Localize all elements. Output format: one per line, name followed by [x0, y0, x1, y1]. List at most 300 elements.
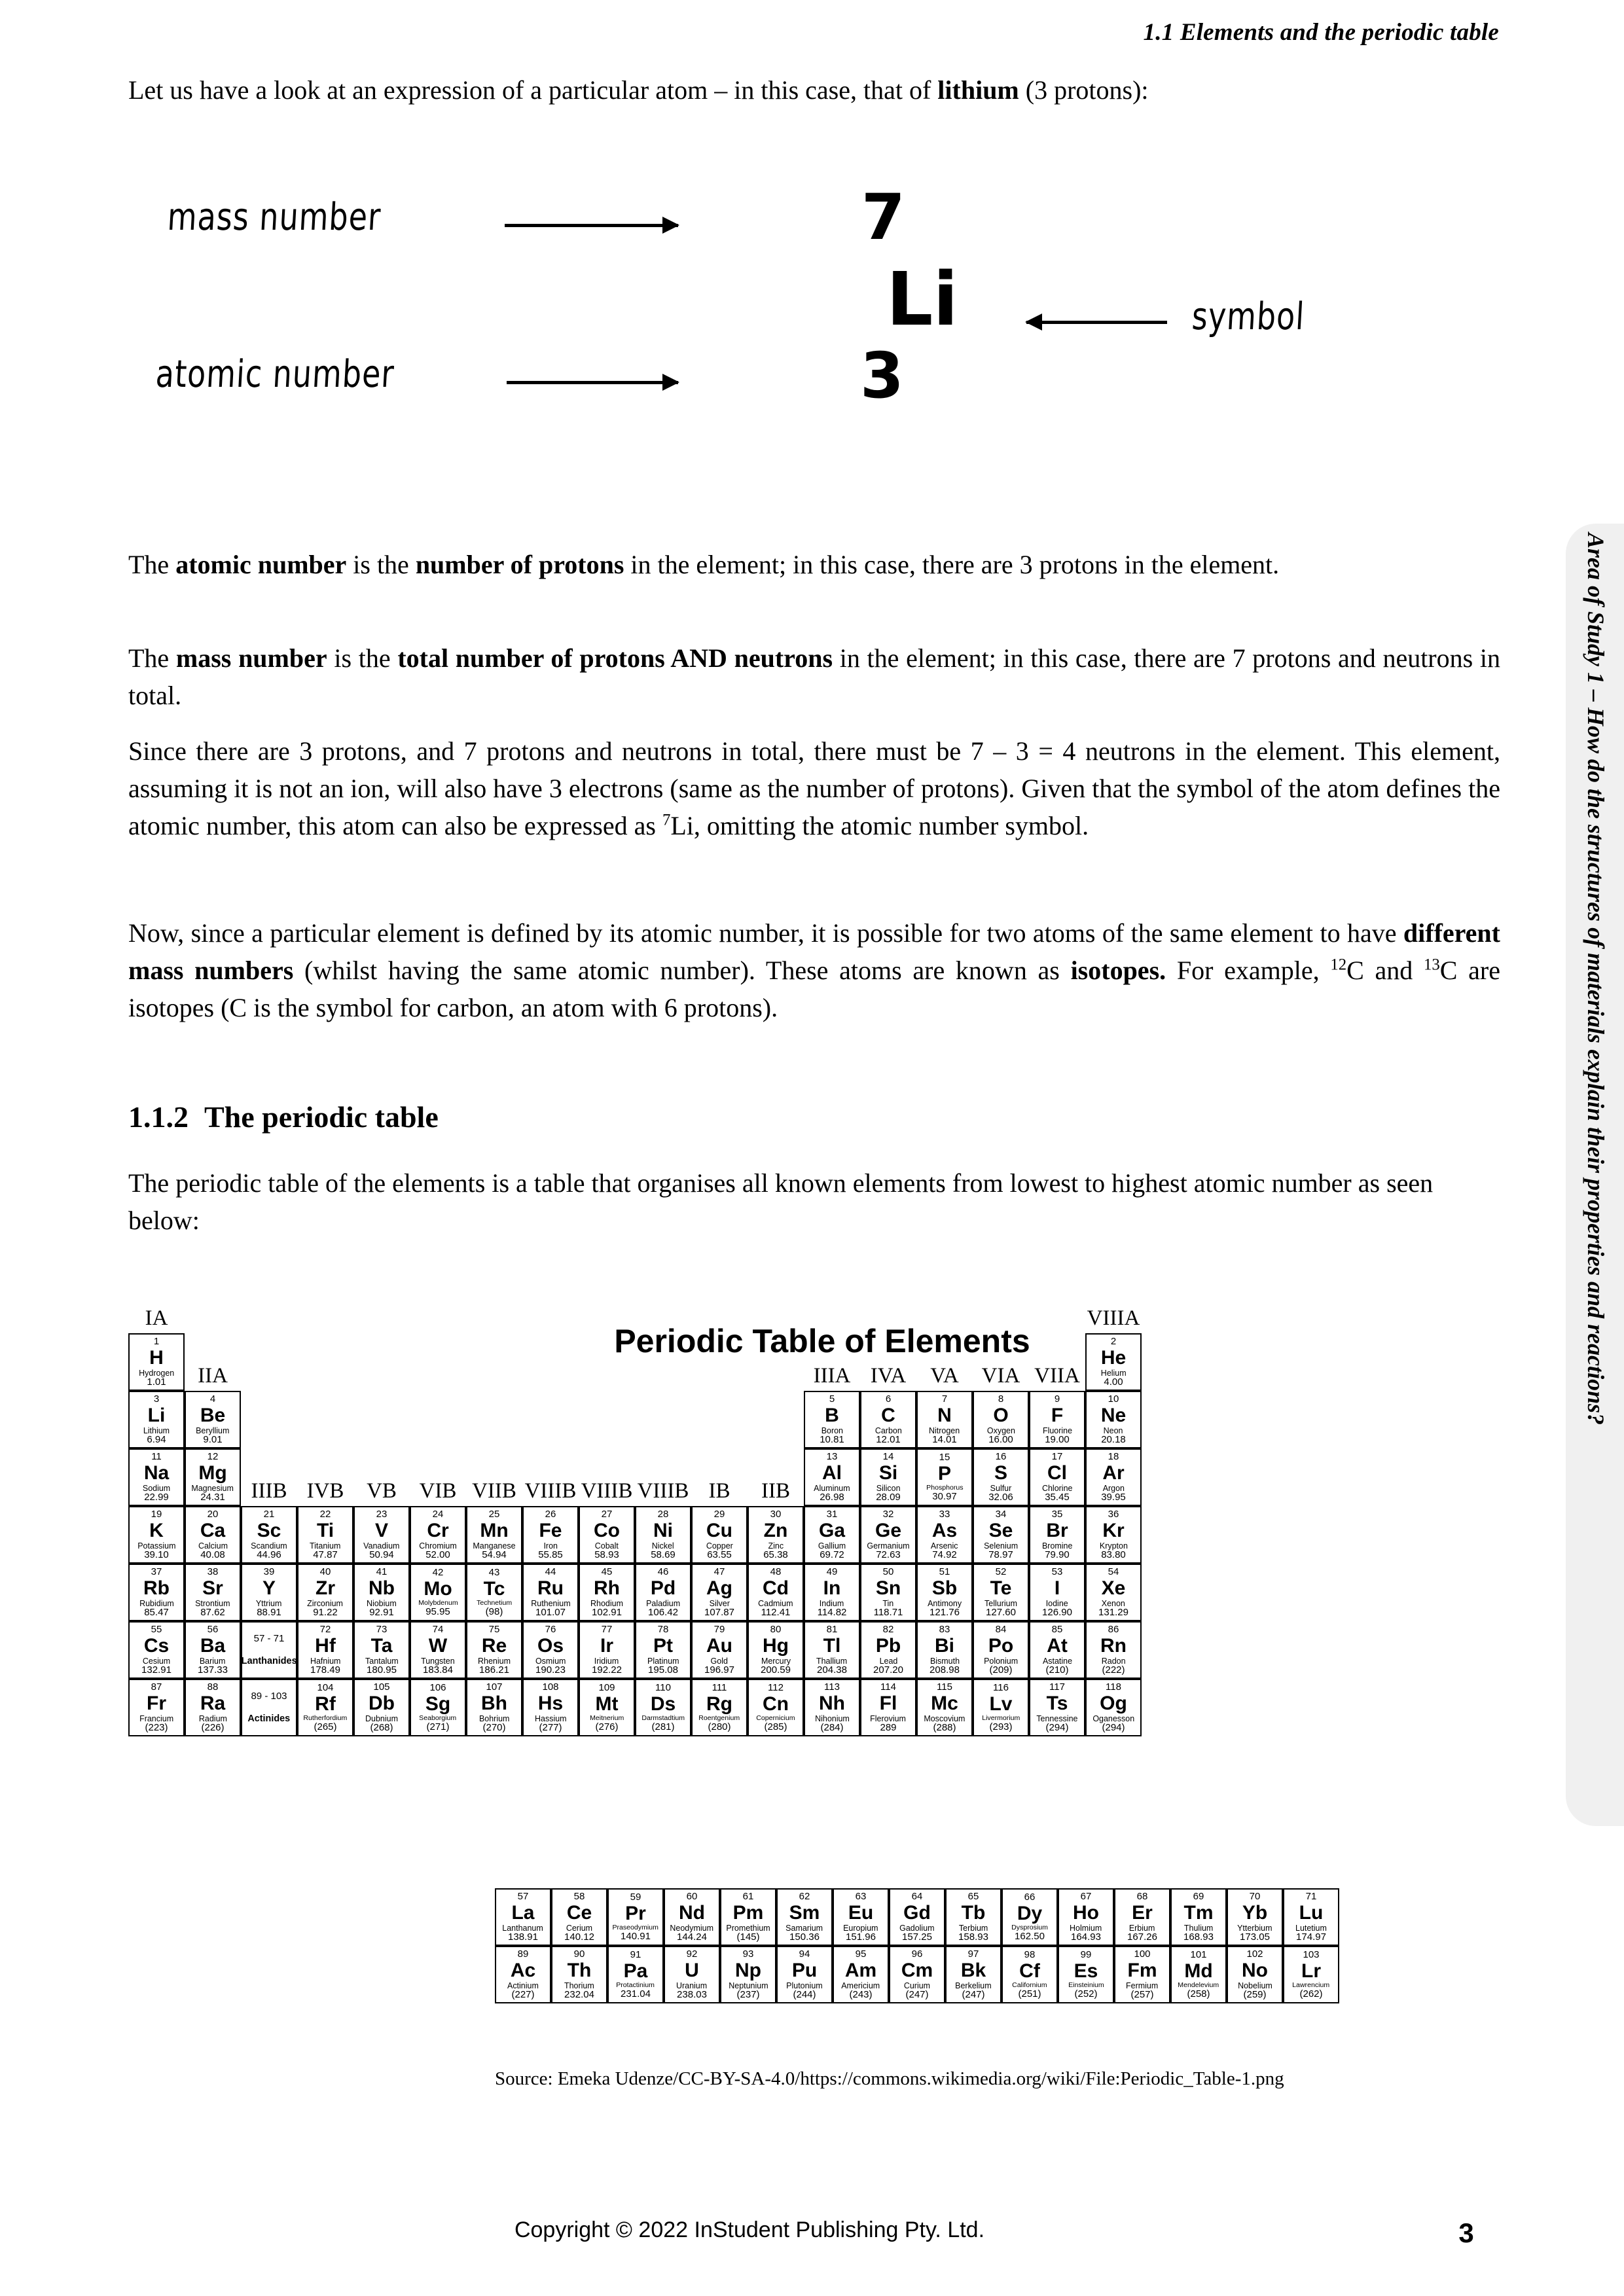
element-cell-Ce[interactable] [551, 1888, 607, 1946]
element-cell-V[interactable] [353, 1506, 410, 1564]
element-symbol: Bk [960, 1959, 986, 1981]
element-cell-Pm[interactable] [720, 1888, 776, 1946]
element-symbol: Ca [200, 1519, 226, 1541]
atomic-number: 66 [1024, 1892, 1036, 1903]
atomic-number: 74 [432, 1624, 444, 1636]
element-symbol: Ba [200, 1634, 226, 1657]
element-name: Astatine [1042, 1656, 1072, 1666]
element-cell-Sc[interactable] [241, 1506, 297, 1564]
lead-bold: lithium [937, 75, 1019, 105]
element-symbol: Pu [791, 1959, 818, 1981]
element-cell-Ar[interactable] [1085, 1448, 1142, 1506]
element-cell-Kr[interactable] [1085, 1506, 1142, 1564]
element-cell-Rb[interactable] [128, 1564, 185, 1621]
element-symbol: Zn [763, 1519, 788, 1541]
element-name: Radium [198, 1713, 227, 1723]
element-name: Boron [821, 1426, 843, 1435]
element-cell-Pt[interactable] [635, 1621, 691, 1679]
element-name: Germanium [867, 1541, 910, 1551]
p2-bold-2: total number of protons AND neutrons [397, 643, 833, 673]
element-cell-As[interactable] [916, 1506, 973, 1564]
element-cell-Ni[interactable] [635, 1506, 691, 1564]
element-cell-Bh[interactable] [466, 1679, 522, 1736]
atomic-mass: (276) [595, 1721, 619, 1733]
atomic-number: 19 [151, 1509, 162, 1520]
atomic-number: 50 [882, 1566, 894, 1578]
atomic-number: 39 [263, 1566, 275, 1578]
element-symbol: Bi [935, 1634, 954, 1657]
atomic-number: 96 [911, 1948, 923, 1960]
element-name: Paladium [645, 1598, 681, 1608]
element-cell-Rf[interactable] [297, 1679, 353, 1736]
atomic-number: 110 [655, 1682, 671, 1694]
element-cell-Th[interactable] [551, 1946, 607, 2003]
element-cell-Au[interactable] [691, 1621, 748, 1679]
atomic-number-value: 3 [860, 339, 904, 412]
atomic-number: 43 [488, 1567, 500, 1579]
element-cell-Ta[interactable] [353, 1621, 410, 1679]
element-name: Silicon [876, 1483, 901, 1493]
atomic-mass: (277) [539, 1722, 562, 1734]
atomic-mass: (262) [1299, 1988, 1323, 2000]
element-cell-Rg[interactable] [691, 1679, 748, 1736]
atomic-mass: 196.97 [704, 1664, 734, 1676]
atomic-number: 73 [376, 1624, 388, 1636]
atomic-mass: 140.12 [564, 1931, 594, 1943]
atomic-number: 72 [319, 1624, 331, 1636]
atomic-mass: (223) [145, 1722, 168, 1734]
atomic-mass: 74.92 [932, 1549, 957, 1561]
element-cell-Ru[interactable] [522, 1564, 579, 1621]
atomic-number: 56 [207, 1624, 219, 1636]
p1-bold-2: number of protons [415, 550, 624, 579]
element-symbol: Nh [819, 1692, 845, 1714]
atomic-mass: 19.00 [1045, 1434, 1070, 1446]
element-name: Krypton [1099, 1541, 1128, 1551]
element-cell-Y[interactable] [241, 1564, 297, 1621]
atomic-mass: (271) [426, 1721, 450, 1733]
element-cell-Fm[interactable] [1114, 1946, 1170, 2003]
element-cell-Rh[interactable] [579, 1564, 635, 1621]
element-name: Uranium [676, 1981, 708, 1990]
element-name: Lutetium [1295, 1923, 1327, 1933]
element-cell-Tb[interactable] [945, 1888, 1001, 1946]
element-cell-P[interactable] [916, 1448, 973, 1506]
element-symbol: Os [537, 1634, 564, 1657]
element-cell-At[interactable] [1029, 1621, 1085, 1679]
element-cell-Ir[interactable] [579, 1621, 635, 1679]
element-name: Copper [706, 1541, 733, 1551]
element-cell-Fl[interactable] [860, 1679, 916, 1736]
element-cell-Ds[interactable] [635, 1679, 691, 1736]
element-cell-Ac[interactable] [495, 1946, 551, 2003]
atomic-number: 112 [768, 1682, 784, 1694]
atomic-number: 101 [1190, 1949, 1207, 1961]
atomic-number: 114 [880, 1681, 896, 1693]
actinide-range: 89 - 103 [251, 1691, 287, 1702]
element-cell-Es[interactable] [1058, 1946, 1114, 2003]
atomic-mass: 114.82 [817, 1607, 847, 1619]
element-name: Actinium [507, 1981, 539, 1990]
atomic-number: 18 [1108, 1451, 1119, 1463]
element-name: Fermium [1126, 1981, 1159, 1990]
element-cell-Fe[interactable] [522, 1506, 579, 1564]
element-cell-Sg[interactable] [410, 1679, 466, 1736]
element-symbol: Mc [931, 1692, 958, 1714]
element-cell-H[interactable] [128, 1333, 185, 1391]
atomic-mass: 151.96 [846, 1931, 876, 1943]
element-cell-N[interactable] [916, 1391, 973, 1448]
element-symbol: Cf [1019, 1960, 1040, 1982]
element-name: Terbium [958, 1923, 988, 1933]
element-cell-Am[interactable] [833, 1946, 889, 2003]
lead-paragraph-block [128, 72, 1500, 109]
element-cell-W[interactable] [410, 1621, 466, 1679]
element-cell-Po[interactable] [973, 1621, 1029, 1679]
element-name: Vanadium [363, 1541, 400, 1551]
element-symbol: Cl [1047, 1462, 1067, 1484]
atomic-mass: 88.91 [257, 1607, 281, 1619]
element-name: Iodine [1045, 1598, 1068, 1608]
element-cell-Bi[interactable] [916, 1621, 973, 1679]
element-cell-Cf[interactable] [1001, 1946, 1058, 2003]
lanthanide-series-cell[interactable] [241, 1621, 297, 1679]
element-name: Calcium [198, 1541, 228, 1551]
element-cell-K[interactable] [128, 1506, 185, 1564]
element-cell-Ca[interactable] [185, 1506, 241, 1564]
element-symbol: Na [143, 1462, 170, 1484]
element-cell-C[interactable] [860, 1391, 916, 1448]
atomic-number: 103 [1303, 1949, 1320, 1961]
atomic-mass: (270) [482, 1722, 506, 1734]
atomic-number: 20 [207, 1509, 219, 1520]
element-cell-Dy[interactable] [1001, 1888, 1058, 1946]
element-symbol: Es [1074, 1960, 1098, 1982]
element-cell-U[interactable] [664, 1946, 720, 2003]
atomic-mass: (98) [485, 1606, 503, 1618]
element-cell-Fr[interactable] [128, 1679, 185, 1736]
element-cell-He[interactable] [1085, 1333, 1142, 1391]
mass-number-arrow-icon [505, 224, 678, 227]
element-name: Oxygen [986, 1426, 1015, 1435]
element-symbol: Y [262, 1577, 276, 1599]
element-cell-Ga[interactable] [804, 1506, 860, 1564]
element-cell-No[interactable] [1227, 1946, 1283, 2003]
atomic-mass: 137.33 [198, 1664, 228, 1676]
atomic-number: 12 [207, 1451, 219, 1463]
element-cell-Er[interactable] [1114, 1888, 1170, 1946]
atomic-mass: 180.95 [367, 1664, 397, 1676]
element-cell-Ba[interactable] [185, 1621, 241, 1679]
element-name: Promethium [726, 1923, 770, 1933]
element-cell-Mt[interactable] [579, 1679, 635, 1736]
atomic-number: 36 [1108, 1509, 1119, 1520]
element-cell-Pa[interactable] [607, 1946, 664, 2003]
element-cell-Zn[interactable] [748, 1506, 804, 1564]
atomic-number: 9 [1054, 1393, 1060, 1405]
element-cell-Nd[interactable] [664, 1888, 720, 1946]
atomic-number: 21 [263, 1509, 275, 1520]
element-cell-Bk[interactable] [945, 1946, 1001, 2003]
element-cell-In[interactable] [804, 1564, 860, 1621]
element-cell-Tm[interactable] [1170, 1888, 1227, 1946]
element-cell-Ti[interactable] [297, 1506, 353, 1564]
element-symbol: Ti [316, 1519, 334, 1541]
element-cell-Ag[interactable] [691, 1564, 748, 1621]
element-cell-Hg[interactable] [748, 1621, 804, 1679]
page-number: 3 [1458, 2217, 1474, 2248]
element-cell-Sn[interactable] [860, 1564, 916, 1621]
atomic-mass: (247) [962, 1989, 985, 2001]
element-name: Hydrogen [138, 1368, 175, 1378]
element-cell-Zr[interactable] [297, 1564, 353, 1621]
atomic-number: 79 [713, 1624, 725, 1636]
element-name: Nickel [652, 1541, 674, 1551]
atomic-number: 80 [770, 1624, 782, 1636]
atomic-mass: 101.07 [535, 1607, 566, 1619]
element-cell-Cu[interactable] [691, 1506, 748, 1564]
element-name: Radon [1101, 1656, 1126, 1666]
atomic-mass: 167.26 [1127, 1931, 1157, 1943]
atomic-number: 90 [573, 1948, 585, 1960]
element-cell-Gd[interactable] [889, 1888, 945, 1946]
element-name: Beryllium [196, 1426, 230, 1435]
element-cell-Md[interactable] [1170, 1946, 1227, 2003]
element-cell-Cn[interactable] [748, 1679, 804, 1736]
element-cell-Be[interactable] [185, 1391, 241, 1448]
p1-text-b: is the [346, 550, 416, 579]
element-cell-La[interactable] [495, 1888, 551, 1946]
p4-bold-1: different mass numbers [128, 918, 1500, 985]
element-name: Chlorine [1041, 1483, 1073, 1493]
element-cell-Se[interactable] [973, 1506, 1029, 1564]
atomic-mass: 39.95 [1101, 1492, 1126, 1503]
element-cell-Ho[interactable] [1058, 1888, 1114, 1946]
element-cell-Db[interactable] [353, 1679, 410, 1736]
atomic-number: 26 [545, 1509, 556, 1520]
element-cell-Pr[interactable] [607, 1888, 664, 1946]
element-cell-Ge[interactable] [860, 1506, 916, 1564]
element-symbol: Md [1184, 1960, 1213, 1982]
element-symbol: N [937, 1404, 952, 1426]
atomic-number: 2 [1110, 1336, 1117, 1348]
atomic-mass: (227) [511, 1989, 535, 2001]
element-name: Argon [1102, 1483, 1125, 1493]
atomic-number: 67 [1080, 1891, 1092, 1903]
element-symbol: Ho [1073, 1901, 1099, 1924]
element-cell-Hs[interactable] [522, 1679, 579, 1736]
element-cell-Os[interactable] [522, 1621, 579, 1679]
element-cell-Pb[interactable] [860, 1621, 916, 1679]
element-cell-O[interactable] [973, 1391, 1029, 1448]
symbol-arrow-icon [1026, 321, 1167, 324]
element-cell-Hf[interactable] [297, 1621, 353, 1679]
atomic-mass: 112.41 [761, 1607, 791, 1619]
atomic-number: 7 [941, 1393, 948, 1405]
element-cell-Eu[interactable] [833, 1888, 889, 1946]
periodic-table-source-caption: Source: Emeka Udenze/CC-BY-SA-4.0/https://commons.wikimedia.org/wiki/File:Periodic_Table-1.png [495, 2068, 1284, 2089]
element-cell-Te[interactable] [973, 1564, 1029, 1621]
atomic-mass: 85.47 [144, 1607, 169, 1619]
element-cell-Cl[interactable] [1029, 1448, 1085, 1506]
element-cell-Mn[interactable] [466, 1506, 522, 1564]
element-cell-Mg[interactable] [185, 1448, 241, 1506]
p4-text-e: C are isotopes (C is the symbol for carbon, an atom with 6 protons). [128, 955, 1500, 1022]
element-name: Lithium [143, 1426, 170, 1435]
element-cell-Np[interactable] [720, 1946, 776, 2003]
element-name: Iron [543, 1541, 558, 1551]
atomic-mass: 118.71 [873, 1607, 903, 1619]
element-cell-Sb[interactable] [916, 1564, 973, 1621]
element-name: Aluminum [814, 1483, 850, 1493]
group-label-IVA: IVA [870, 1364, 907, 1388]
element-name: Tantalum [365, 1656, 399, 1666]
atomic-number: 6 [885, 1393, 892, 1405]
element-symbol: Rn [1100, 1634, 1127, 1657]
element-symbol: Zr [316, 1577, 335, 1599]
element-cell-Pu[interactable] [776, 1946, 833, 2003]
atomic-mass: 44.96 [257, 1549, 281, 1561]
group-label-IVB: IVB [306, 1479, 344, 1503]
p4-text-b: (whilst having the same atomic number). These atoms are known as [293, 955, 1071, 985]
element-symbol: Th [567, 1959, 592, 1981]
element-cell-Mc[interactable] [916, 1679, 973, 1736]
element-name: Holmium [1070, 1923, 1102, 1933]
element-cell-Na[interactable] [128, 1448, 185, 1506]
element-name: Gallium [818, 1541, 846, 1551]
element-name: Moscovium [924, 1713, 965, 1723]
atomic-number: 102 [1246, 1948, 1263, 1960]
element-cell-Cr[interactable] [410, 1506, 466, 1564]
element-cell-Tc[interactable] [466, 1564, 522, 1621]
atomic-mass: (288) [933, 1722, 956, 1734]
atomic-mass: 200.59 [761, 1664, 791, 1676]
atomic-mass: 22.99 [144, 1492, 169, 1503]
atomic-mass: 232.04 [564, 1989, 594, 2001]
element-name: Tennessine [1036, 1713, 1078, 1723]
element-name: Cesium [142, 1656, 171, 1666]
element-name: Technetium [476, 1599, 512, 1607]
element-symbol: Er [1132, 1901, 1153, 1924]
element-cell-Lr[interactable] [1283, 1946, 1339, 2003]
element-cell-Nb[interactable] [353, 1564, 410, 1621]
atomic-number: 62 [799, 1891, 810, 1903]
atomic-number: 14 [882, 1451, 894, 1463]
element-cell-Re[interactable] [466, 1621, 522, 1679]
element-symbol: Pd [650, 1577, 676, 1599]
element-cell-Og[interactable] [1085, 1679, 1142, 1736]
element-name: Bismuth [929, 1656, 960, 1666]
element-cell-Co[interactable] [579, 1506, 635, 1564]
element-symbol: Dy [1017, 1902, 1043, 1924]
element-symbol: Sn [875, 1577, 901, 1599]
table-row-period-4 [128, 1506, 1142, 1564]
element-name: Nobelium [1237, 1981, 1272, 1990]
atomic-mass: 183.84 [423, 1664, 453, 1676]
atomic-number: 60 [686, 1891, 698, 1903]
element-name: Neodymium [670, 1923, 714, 1933]
atomic-number: 85 [1051, 1624, 1063, 1636]
section-body: The periodic table of the elements is a table that organises all known elements from lowest to highest atomic number as seen below: [128, 1168, 1434, 1235]
table-row-period-6 [128, 1621, 1142, 1679]
element-symbol: Rb [143, 1577, 170, 1599]
element-cell-Al[interactable] [804, 1448, 860, 1506]
element-name: Francium [139, 1713, 174, 1723]
paragraph-2 [128, 640, 1500, 715]
element-cell-Mo[interactable] [410, 1564, 466, 1621]
atomic-mass: 208.98 [929, 1664, 960, 1676]
element-cell-B[interactable] [804, 1391, 860, 1448]
element-name: Meitnerium [589, 1714, 624, 1722]
element-cell-S[interactable] [973, 1448, 1029, 1506]
element-cell-Li[interactable] [128, 1391, 185, 1448]
element-cell-I[interactable] [1029, 1564, 1085, 1621]
element-cell-Sm[interactable] [776, 1888, 833, 1946]
element-cell-Yb[interactable] [1227, 1888, 1283, 1946]
element-cell-Cs[interactable] [128, 1621, 185, 1679]
element-name: Zirconium [307, 1598, 344, 1608]
atomic-mass: 164.93 [1071, 1931, 1101, 1943]
element-symbol: Hf [315, 1634, 336, 1657]
atomic-number: 52 [995, 1566, 1007, 1578]
element-cell-Cd[interactable] [748, 1564, 804, 1621]
element-cell-Br[interactable] [1029, 1506, 1085, 1564]
element-cell-Rn[interactable] [1085, 1621, 1142, 1679]
element-cell-Lu[interactable] [1283, 1888, 1339, 1946]
element-cell-Ne[interactable] [1085, 1391, 1142, 1448]
element-symbol: Ts [1046, 1692, 1068, 1714]
element-name: Tungsten [421, 1656, 455, 1666]
element-name: Einsteinium [1068, 1981, 1104, 1989]
element-name: Roentgenium [698, 1714, 740, 1722]
element-cell-Pd[interactable] [635, 1564, 691, 1621]
actinide-series-cell[interactable] [241, 1679, 297, 1736]
atomic-number: 98 [1024, 1949, 1036, 1961]
atomic-number: 77 [601, 1624, 613, 1636]
atomic-mass: 231.04 [621, 1988, 651, 2000]
element-cell-Si[interactable] [860, 1448, 916, 1506]
atomic-number: 117 [1049, 1681, 1065, 1693]
element-cell-F[interactable] [1029, 1391, 1085, 1448]
atomic-number: 86 [1108, 1624, 1119, 1636]
mass-number-value: 7 [861, 181, 905, 254]
element-name: Darmstadtium [641, 1714, 685, 1722]
element-cell-Lv[interactable] [973, 1679, 1029, 1736]
atomic-mass: 52.00 [425, 1549, 450, 1561]
element-name: Rutherfordium [303, 1714, 348, 1722]
group-label-VIIIB-2: VIIIB [581, 1479, 633, 1503]
atomic-mass: 16.00 [988, 1434, 1013, 1446]
element-cell-Cm[interactable] [889, 1946, 945, 2003]
section-heading-block [128, 1100, 1500, 1134]
atomic-mass: 158.93 [958, 1931, 988, 1943]
element-name: Oganesson [1092, 1713, 1134, 1723]
atomic-number: 27 [601, 1509, 613, 1520]
atomic-mass: 91.22 [313, 1607, 338, 1619]
element-cell-Sr[interactable] [185, 1564, 241, 1621]
element-name: Xenon [1101, 1598, 1126, 1608]
element-cell-Ts[interactable] [1029, 1679, 1085, 1736]
element-symbol: Xe [1101, 1577, 1126, 1599]
element-cell-Xe[interactable] [1085, 1564, 1142, 1621]
atomic-mass: 78.97 [988, 1549, 1013, 1561]
atomic-number: 118 [1106, 1681, 1121, 1693]
element-name: Chromium [419, 1541, 457, 1551]
element-cell-Ra[interactable] [185, 1679, 241, 1736]
element-cell-Tl[interactable] [804, 1621, 860, 1679]
element-cell-Nh[interactable] [804, 1679, 860, 1736]
element-name: Tellurium [984, 1598, 1017, 1608]
